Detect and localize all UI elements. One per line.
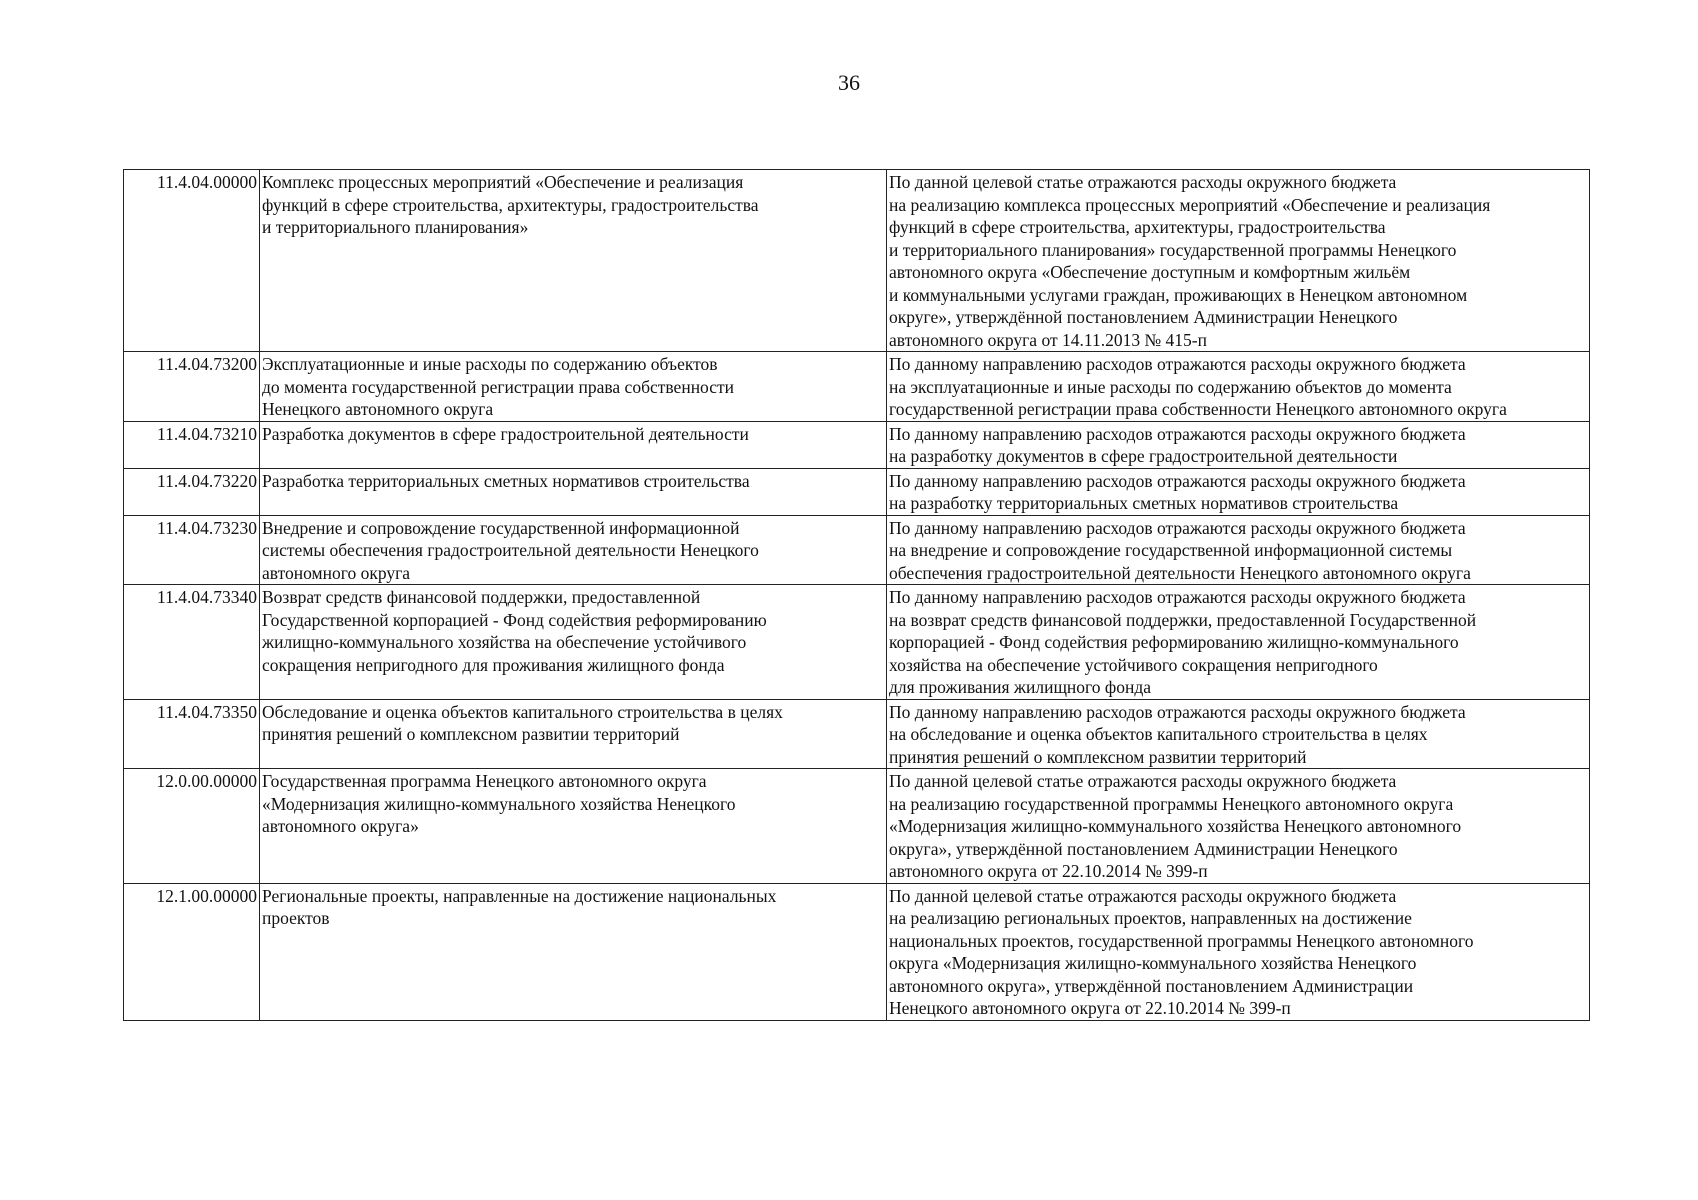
table-row (124, 468, 1590, 515)
row-name: Эксплуатационные и иные расходы по содержанию объектов до момента государственной регистрации права собственности Ненецкого автономного округа (260, 352, 887, 422)
row-description: По данному направлению расходов отражаются расходы окружного бюджета на разработку территориальных сметных нормативов строительства (887, 468, 1590, 515)
row-description: По данному направлению расходов отражаются расходы окружного бюджета на обследование и оценка объектов капитального строительства в целях принятия решений о комплексном развитии территорий (887, 699, 1590, 769)
row-name: Обследование и оценка объектов капитального строительства в целях принятия решений о комплексном развитии территорий (260, 699, 887, 769)
table-row (124, 421, 1590, 468)
row-description: По данному направлению расходов отражаются расходы окружного бюджета на возврат средств финансовой поддержки, предоставленной Государственной корпорацией - Фонд содействия реформированию жилищно-коммунального хозяйства на обеспечение устойчивого сокращения непригодного для проживания жилищного фонда (887, 585, 1590, 700)
row-name: Государственная программа Ненецкого автономного округа «Модернизация жилищно-коммунального хозяйства Ненецкого автономного округа» (260, 769, 887, 884)
row-code: 11.4.04.73220 (124, 468, 260, 515)
table-row (124, 352, 1590, 422)
budget-classification-table (123, 169, 1590, 1021)
row-name: Разработка документов в сфере градостроительной деятельности (260, 421, 887, 468)
row-description: По данному направлению расходов отражаются расходы окружного бюджета на эксплуатационные и иные расходы по содержанию объектов до момента государственной регистрации права собственности Ненецкого автономного округа (887, 352, 1590, 422)
row-name: Комплекс процессных мероприятий «Обеспечение и реализация функций в сфере строительства, архитектуры, градостроительства и территориального планирования» (260, 170, 887, 352)
row-code: 12.1.00.00000 (124, 883, 260, 1020)
table-row (124, 515, 1590, 585)
row-name: Возврат средств финансовой поддержки, предоставленной Государственной корпорацией - Фонд содействия реформированию жилищно-коммунального хозяйства на обеспечение устойчивого сокращения непригодного для проживания жилищного фонда (260, 585, 887, 700)
row-description: По данному направлению расходов отражаются расходы окружного бюджета на внедрение и сопровождение государственной информационной системы обеспечения градостроительной деятельности Ненецкого автономного округа (887, 515, 1590, 585)
table-row (124, 883, 1590, 1020)
row-description: По данному направлению расходов отражаются расходы окружного бюджета на разработку документов в сфере градостроительной деятельности (887, 421, 1590, 468)
table-row (124, 170, 1590, 352)
row-description: По данной целевой статье отражаются расходы окружного бюджета на реализацию региональных проектов, направленных на достижение национальных проектов, государственной программы Ненецкого автономного округа «Модернизация жилищно-коммунального хозяйства Ненецкого автономного округа», утверждённой постановлением Администрации Ненецкого автономного округа от 22.10.2014 № 399-п (887, 883, 1590, 1020)
row-code: 12.0.00.00000 (124, 769, 260, 884)
row-code: 11.4.04.00000 (124, 170, 260, 352)
row-code: 11.4.04.73230 (124, 515, 260, 585)
row-description: По данной целевой статье отражаются расходы окружного бюджета на реализацию государственной программы Ненецкого автономного округа «Модернизация жилищно-коммунального хозяйства Ненецкого автономного округа», утверждённой постановлением Администрации Ненецкого автономного округа от 22.10.2014 № 399-п (887, 769, 1590, 884)
page-number: 36 (838, 70, 860, 95)
row-name: Региональные проекты, направленные на достижение национальных проектов (260, 883, 887, 1020)
row-code: 11.4.04.73340 (124, 585, 260, 700)
row-name: Внедрение и сопровождение государственной информационной системы обеспечения градостроительной деятельности Ненецкого автономного округа (260, 515, 887, 585)
table-row (124, 769, 1590, 884)
row-code: 11.4.04.73200 (124, 352, 260, 422)
row-description: По данной целевой статье отражаются расходы окружного бюджета на реализацию комплекса процессных мероприятий «Обеспечение и реализация функций в сфере строительства, архитектуры, градостроительства и территориального планирования» государственной программы Ненецкого автономного округа «Обеспечение доступным и комфортным жильём и коммунальными услугами граждан, проживающих в Ненецком автономном округе», утверждённой постановлением Администрации Ненецкого автономного округа от 14.11.2013 № 415-п (887, 170, 1590, 352)
table-row (124, 585, 1590, 700)
row-name: Разработка территориальных сметных нормативов строительства (260, 468, 887, 515)
table-row (124, 699, 1590, 769)
row-code: 11.4.04.73210 (124, 421, 260, 468)
row-code: 11.4.04.73350 (124, 699, 260, 769)
